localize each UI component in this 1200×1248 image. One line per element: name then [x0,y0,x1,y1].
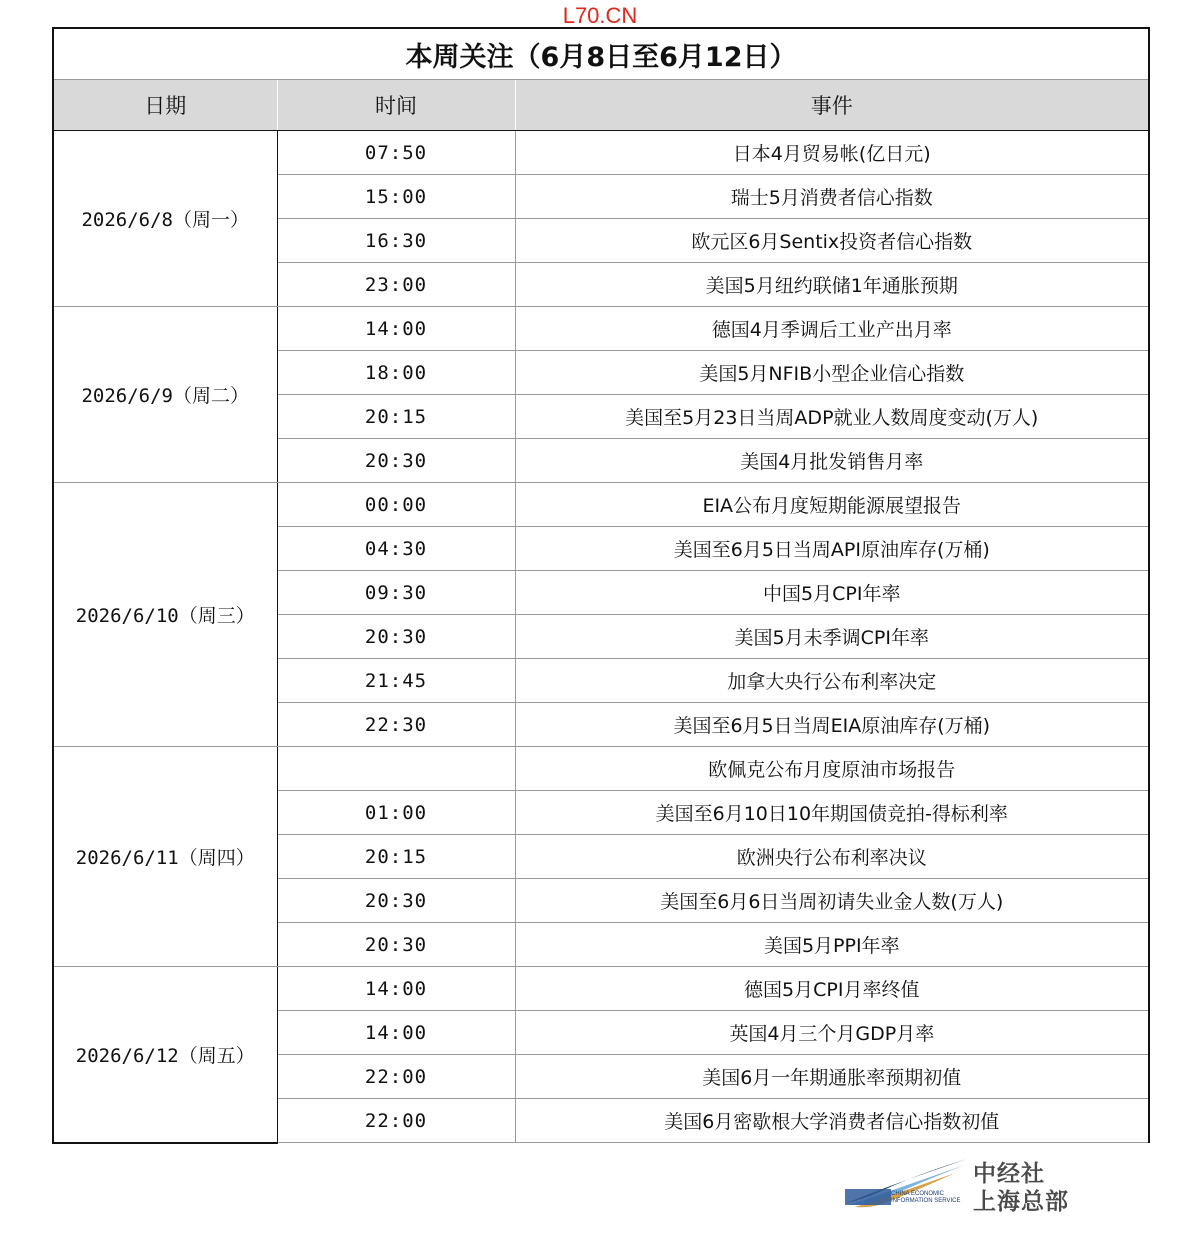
time-cell: 14:00 [277,307,515,351]
time-cell: 20:30 [277,923,515,967]
event-cell: 英国4月三个月GDP月率 [515,1011,1149,1055]
time-cell: 09:30 [277,571,515,615]
event-cell: 德国5月CPI月率终值 [515,967,1149,1011]
table-row [53,131,1149,175]
time-cell: 20:15 [277,395,515,439]
time-cell: 20:30 [277,439,515,483]
date-cell: 2026/6/10（周三） [53,483,277,747]
time-cell [277,747,515,791]
time-cell: 21:45 [277,659,515,703]
time-cell: 20:30 [277,615,515,659]
date-cell: 2026/6/9（周二） [53,307,277,483]
time-cell: 22:30 [277,703,515,747]
time-cell: 18:00 [277,351,515,395]
logo-cn-line1: 中经社 [973,1161,1045,1187]
date-cell: 2026/6/11（周四） [53,747,277,967]
event-cell: 美国至6月6日当周初请失业金人数(万人) [515,879,1149,923]
logo-en-line1: CHINA ECONOMIC [891,1191,945,1197]
table-row [53,967,1149,1011]
table-row [53,747,1149,791]
event-cell: 美国至6月5日当周API原油库存(万桶) [515,527,1149,571]
time-cell: 23:00 [277,263,515,307]
time-cell: 22:00 [277,1055,515,1099]
event-cell: 中国5月CPI年率 [515,571,1149,615]
event-cell: 美国5月NFIB小型企业信心指数 [515,351,1149,395]
event-cell: 欧洲央行公布利率决议 [515,835,1149,879]
event-cell: 美国6月一年期通胀率预期初值 [515,1055,1149,1099]
schedule-body [53,28,1149,1143]
event-cell: 美国5月纽约联储1年通胀预期 [515,263,1149,307]
table-title: 本周关注（6月8日至6月12日） [53,28,1149,80]
header-event: 事件 [515,80,1149,131]
time-cell: 20:30 [277,879,515,923]
event-cell: 美国5月未季调CPI年率 [515,615,1149,659]
time-cell: 01:00 [277,791,515,835]
date-cell: 2026/6/8（周一） [53,131,277,307]
time-cell: 14:00 [277,967,515,1011]
schedule-table [52,27,1150,1144]
event-cell: 日本4月贸易帐(亿日元) [515,131,1149,175]
date-cell: 2026/6/12（周五） [53,967,277,1143]
time-cell: 16:30 [277,219,515,263]
logo-english-text [891,1191,960,1205]
time-cell: 07:50 [277,131,515,175]
event-cell: 欧元区6月Sentix投资者信心指数 [515,219,1149,263]
event-cell: 美国至5月23日当周ADP就业人数周度变动(万人) [515,395,1149,439]
logo-cn-line2: 上海总部 [973,1189,1069,1215]
event-cell: 加拿大央行公布利率决定 [515,659,1149,703]
table-row [53,483,1149,527]
event-cell: 美国6月密歇根大学消费者信心指数初值 [515,1099,1149,1143]
header-date: 日期 [53,80,277,131]
time-cell: 22:00 [277,1099,515,1143]
time-cell: 15:00 [277,175,515,219]
event-cell: 瑞士5月消费者信心指数 [515,175,1149,219]
logo [845,1155,1095,1215]
event-cell: 欧佩克公布月度原油市场报告 [515,747,1149,791]
time-cell: 20:15 [277,835,515,879]
time-cell: 00:00 [277,483,515,527]
header-time: 时间 [277,80,515,131]
event-cell: EIA公布月度短期能源展望报告 [515,483,1149,527]
event-cell: 美国至6月5日当周EIA原油库存(万桶) [515,703,1149,747]
header-row [53,80,1149,131]
table-row [53,307,1149,351]
time-cell: 04:30 [277,527,515,571]
time-cell: 14:00 [277,1011,515,1055]
event-cell: 美国5月PPI年率 [515,923,1149,967]
event-cell: 美国4月批发销售月率 [515,439,1149,483]
watermark-text: L70.CN [562,3,638,28]
event-cell: 美国至6月10日10年期国债竞拍-得标利率 [515,791,1149,835]
event-cell: 德国4月季调后工业产出月率 [515,307,1149,351]
logo-en-line2: INFORMATION SERVICE [891,1198,961,1204]
